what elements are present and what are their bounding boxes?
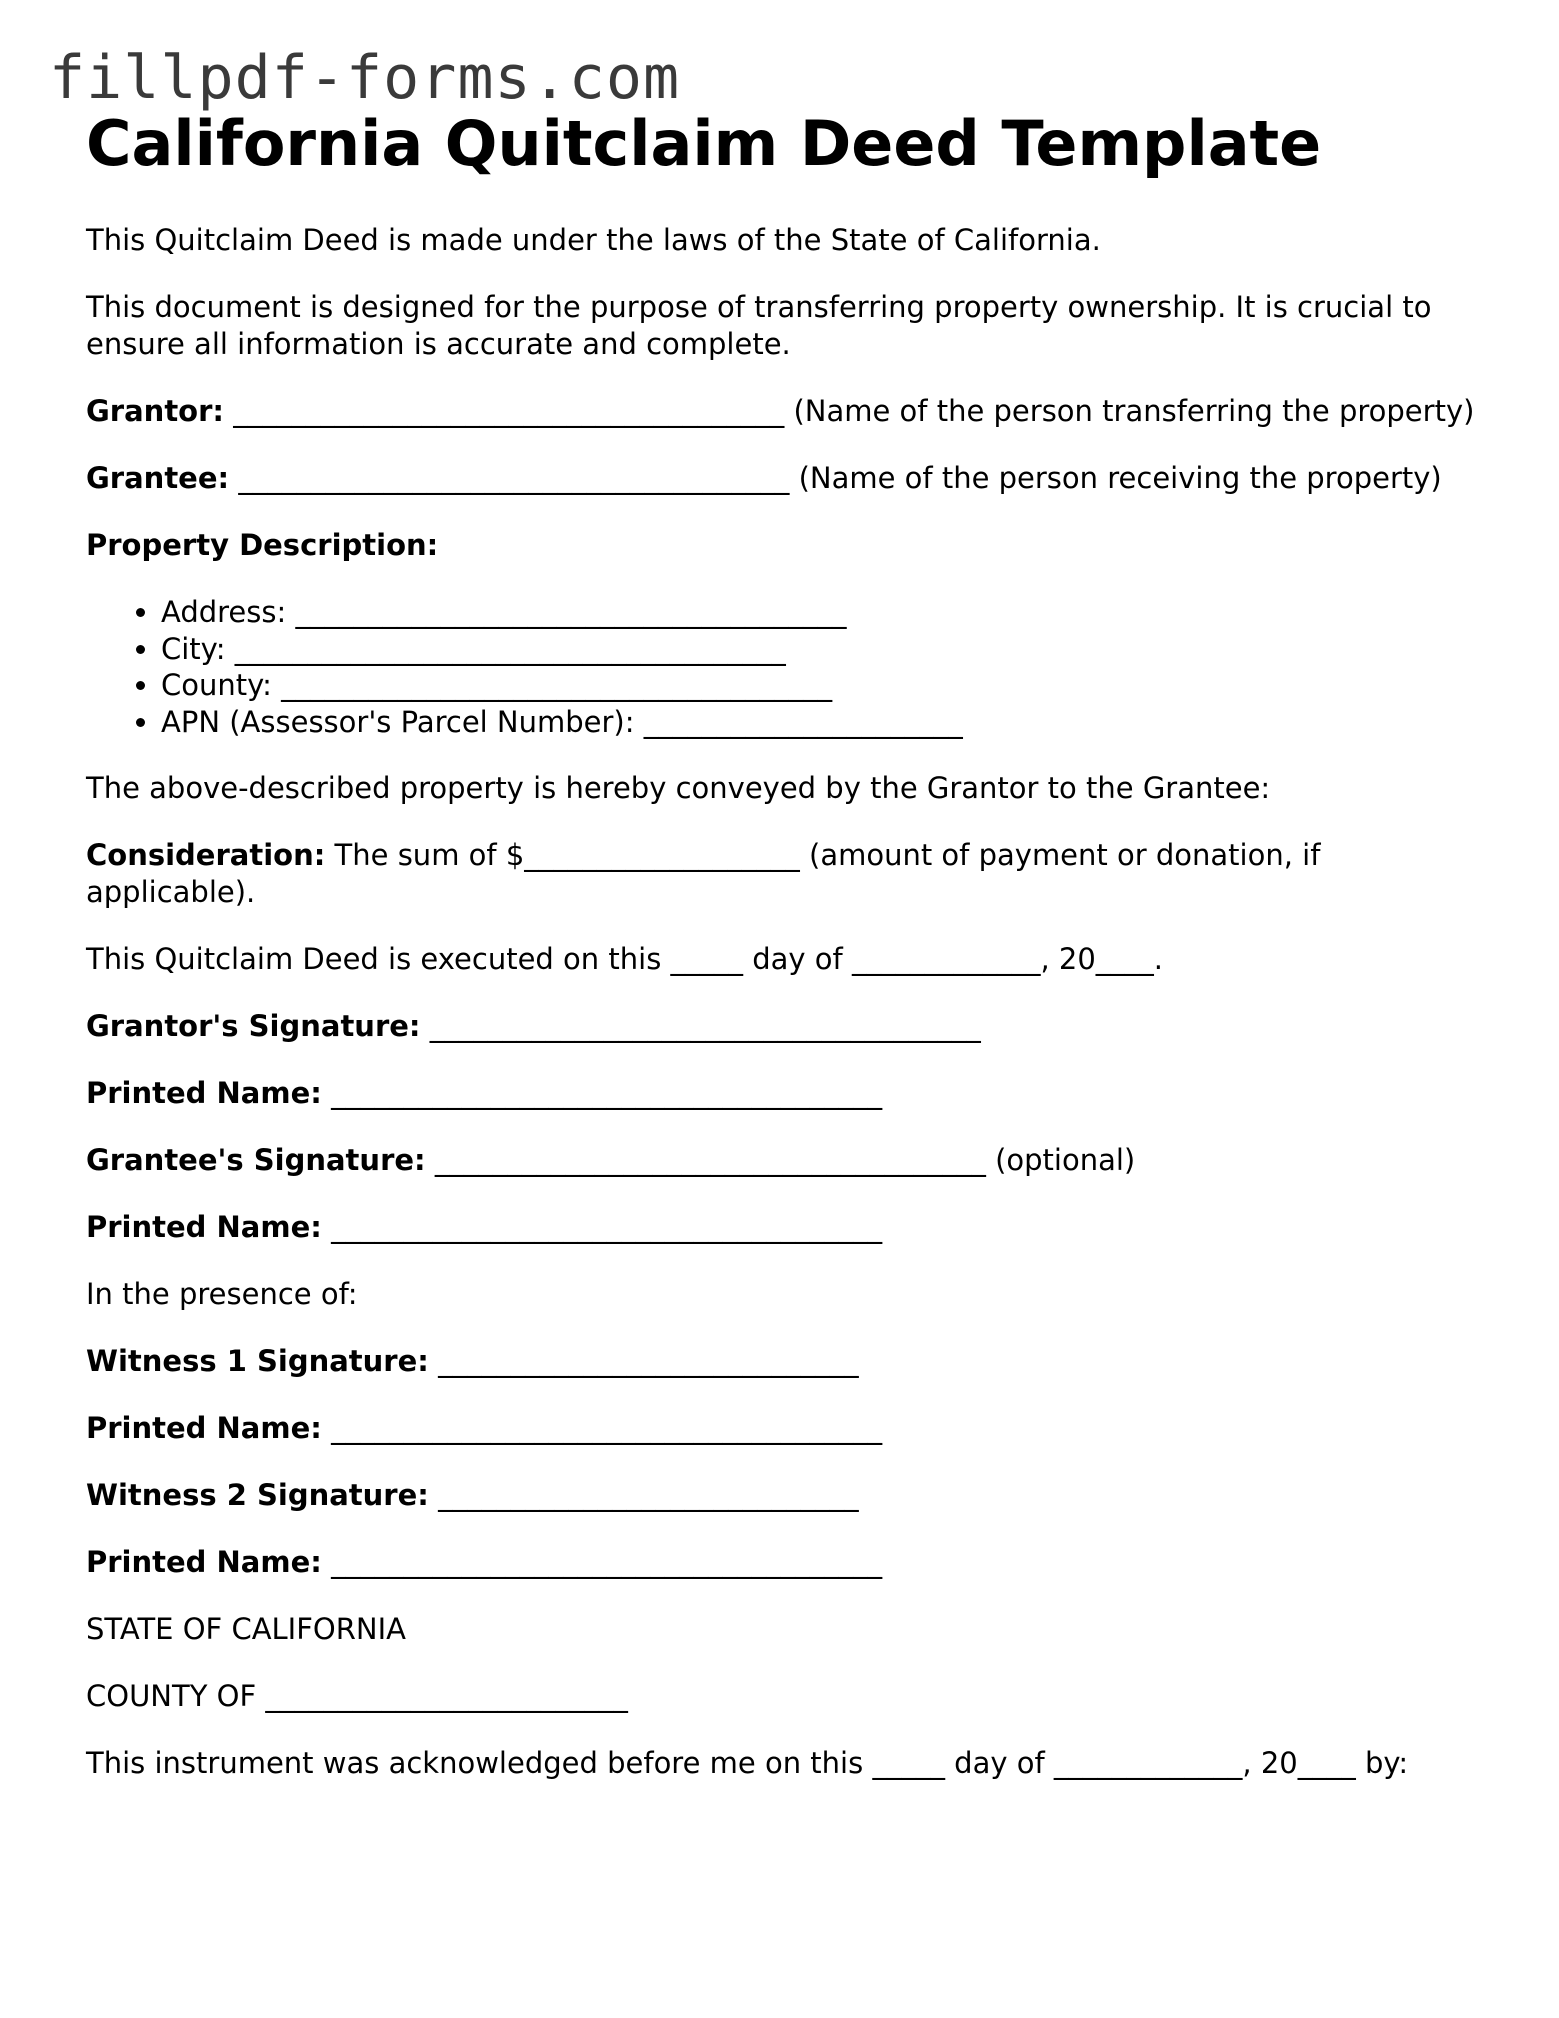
printed-name-label: Printed Name: <box>86 1076 322 1111</box>
consideration-line <box>86 837 1486 911</box>
city-label: City: <box>161 631 226 666</box>
printed-name-label: Printed Name: <box>86 1411 322 1446</box>
page-title: California Quitclaim Deed Template <box>86 107 1322 180</box>
property-county-item <box>161 667 1486 704</box>
grantee-note: (Name of the person receiving the property) <box>798 461 1442 496</box>
witness-1-signature-line <box>86 1343 1486 1380</box>
state-heading: STATE OF CALIFORNIA <box>86 1612 406 1647</box>
consideration-label: Consideration: <box>86 838 326 873</box>
county-of-line <box>86 1678 1486 1715</box>
witness-1-signature-field[interactable]: _____________________________ <box>438 1344 859 1379</box>
grantee-signature-label: Grantee's Signature: <box>86 1143 426 1178</box>
property-list <box>86 594 1486 740</box>
grantor-field[interactable]: ______________________________________ <box>233 394 785 429</box>
printed-name-label: Printed Name: <box>86 1545 322 1580</box>
apn-field[interactable]: ______________________ <box>643 704 963 739</box>
execution-date-line[interactable]: This Quitclaim Deed is executed on this _____ day of _____________, 20____. <box>86 942 1164 977</box>
consideration-text: The sum of $ <box>334 838 525 873</box>
county-label: County: <box>161 668 272 703</box>
grantee-field[interactable]: ______________________________________ <box>238 461 790 496</box>
grantee-printed-name-field[interactable]: ______________________________________ <box>331 1210 883 1245</box>
grantor-printed-name-field[interactable]: ______________________________________ <box>331 1076 883 1111</box>
grantor-signature-label: Grantor's Signature: <box>86 1009 421 1044</box>
witness-2-signature-line <box>86 1477 1486 1514</box>
property-apn-item <box>161 704 1486 741</box>
grantee-signature-field[interactable]: ______________________________________ <box>434 1143 986 1178</box>
grantee-line <box>86 460 1486 497</box>
grantee-printed-name-line <box>86 1209 1486 1246</box>
watermark: fillpdf-forms.com <box>49 43 681 113</box>
printed-name-label: Printed Name: <box>86 1210 322 1245</box>
apn-label: APN (Assessor's Parcel Number): <box>161 704 635 739</box>
grantor-label: Grantor: <box>86 394 225 429</box>
witness-2-printed-name-line <box>86 1544 1486 1581</box>
witness-1-printed-name-line <box>86 1410 1486 1447</box>
witness-2-signature-label: Witness 2 Signature: <box>86 1478 429 1513</box>
document-body <box>86 108 1486 1782</box>
grantor-note: (Name of the person transferring the property) <box>793 394 1475 429</box>
grantee-signature-line <box>86 1142 1486 1179</box>
county-of-label: COUNTY OF <box>86 1679 257 1714</box>
acknowledgment-line[interactable]: This instrument was acknowledged before me on this _____ day of _____________, 20____ by: <box>86 1746 1409 1781</box>
grantee-signature-note: (optional) <box>995 1143 1136 1178</box>
city-field[interactable]: ______________________________________ <box>234 631 786 666</box>
grantor-signature-line <box>86 1008 1486 1045</box>
grantor-signature-field[interactable]: ______________________________________ <box>429 1009 981 1044</box>
property-address-item <box>161 594 1486 631</box>
address-label: Address: <box>161 595 287 630</box>
witness-2-signature-field[interactable]: _____________________________ <box>438 1478 859 1513</box>
witness-1-printed-name-field[interactable]: ______________________________________ <box>331 1411 883 1446</box>
grantee-label: Grantee: <box>86 461 230 496</box>
intro-law: This Quitclaim Deed is made under the laws of the State of California. <box>86 223 1101 258</box>
consideration-note: (amount of payment or donation, if applicable). <box>86 838 1321 910</box>
grantor-line <box>86 393 1486 430</box>
property-city-item <box>161 631 1486 668</box>
county-of-field[interactable]: _________________________ <box>265 1679 628 1714</box>
county-field[interactable]: ______________________________________ <box>281 668 833 703</box>
grantor-printed-name-line <box>86 1075 1486 1112</box>
property-heading: Property Description: <box>86 528 439 563</box>
intro-purpose: This document is designed for the purpose of transferring property ownership. It is crucial to ensure all information is accurate and complete. <box>86 290 1432 362</box>
conveyance-statement: The above-described property is hereby conveyed by the Grantor to the Grantee: <box>86 771 1271 806</box>
address-field[interactable]: ______________________________________ <box>295 595 847 630</box>
consideration-amount-field[interactable]: ___________________ <box>524 838 800 873</box>
presence-statement: In the presence of: <box>86 1277 358 1312</box>
witness-1-signature-label: Witness 1 Signature: <box>86 1344 429 1379</box>
witness-2-printed-name-field[interactable]: ______________________________________ <box>331 1545 883 1580</box>
